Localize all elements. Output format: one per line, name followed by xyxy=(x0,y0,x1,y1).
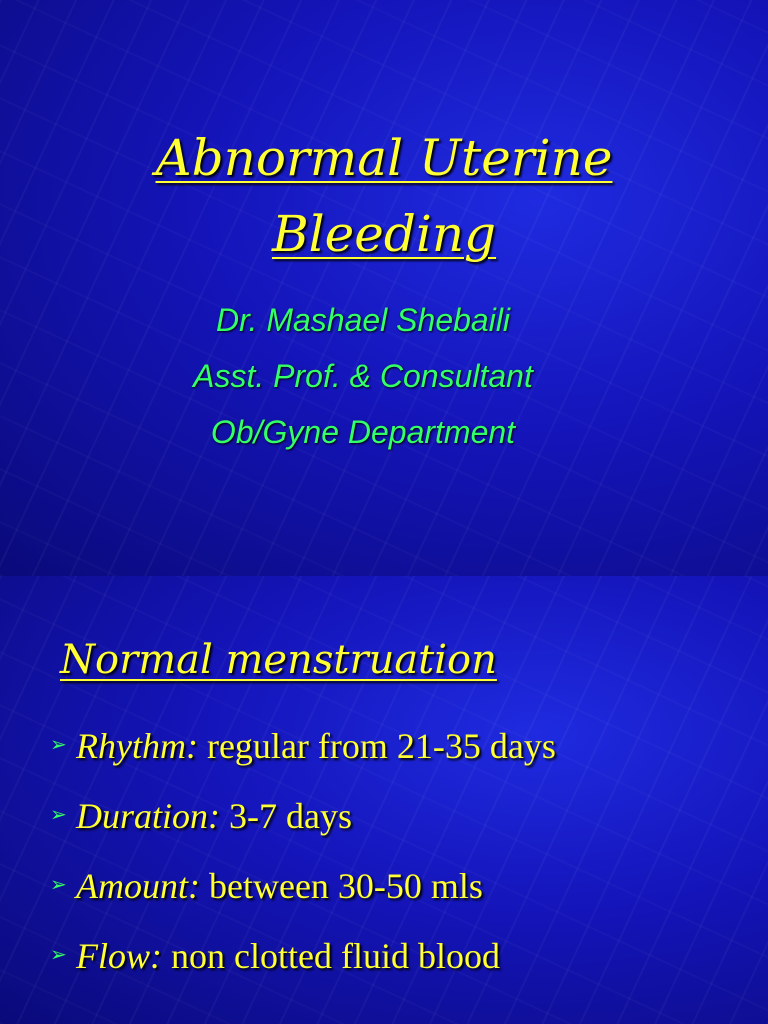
title-line-2: Bleeding xyxy=(271,205,497,263)
bullet-text: non clotted fluid blood xyxy=(162,936,500,976)
bullet-term: Amount: xyxy=(76,866,200,906)
bullet-term: Duration: xyxy=(76,796,220,836)
arrow-bullet-icon: ➢ xyxy=(50,732,67,756)
bullet-text: regular from 21-35 days xyxy=(197,726,556,766)
title-line-1: Abnormal Uterine xyxy=(155,129,613,187)
author-block xyxy=(0,292,726,460)
arrow-bullet-icon: ➢ xyxy=(50,872,67,896)
bullet-item-amount xyxy=(46,856,746,916)
bullet-item-rhythm xyxy=(46,716,746,776)
bullet-term: Flow: xyxy=(76,936,162,976)
arrow-bullet-icon: ➢ xyxy=(50,942,67,966)
slide-normal-menstruation xyxy=(0,576,768,1024)
slide-title-heading xyxy=(0,120,768,272)
section-heading: Normal menstruation xyxy=(60,637,497,683)
bullet-term: Rhythm: xyxy=(76,726,198,766)
bullet-text: 3-7 days xyxy=(220,796,352,836)
author-department: Ob/Gyne Department xyxy=(210,414,516,450)
bullet-text: between 30-50 mls xyxy=(199,866,483,906)
bullet-list xyxy=(46,716,746,996)
bullet-item-flow xyxy=(46,926,746,986)
bullet-item-duration xyxy=(46,786,746,846)
author-position: Asst. Prof. & Consultant xyxy=(193,358,533,394)
arrow-bullet-icon: ➢ xyxy=(50,802,67,826)
author-name: Dr. Mashael Shebaili xyxy=(215,302,511,338)
